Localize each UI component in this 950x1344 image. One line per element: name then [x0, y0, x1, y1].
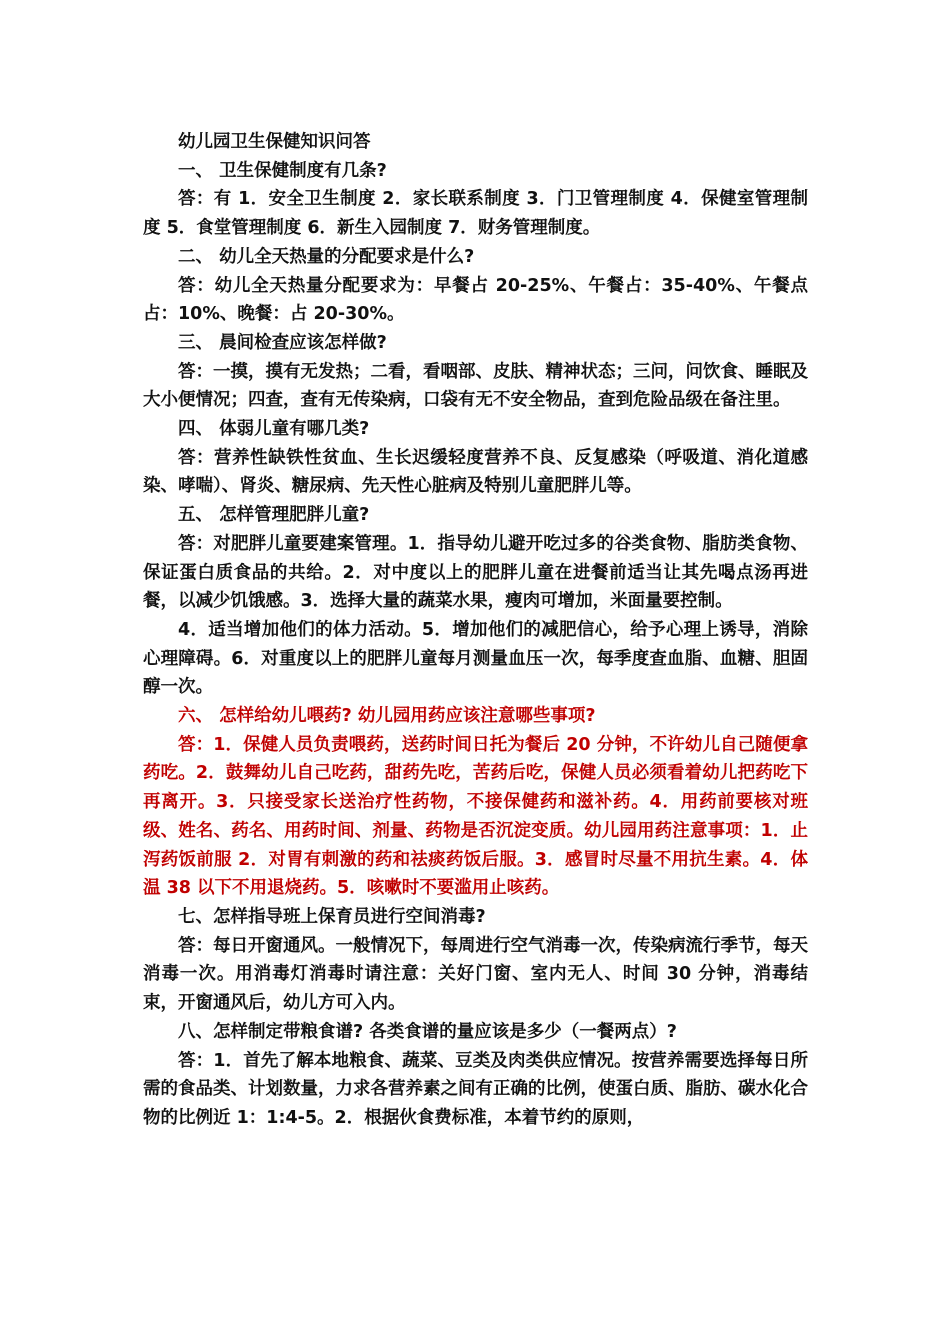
answer-2: 答：幼儿全天热量分配要求为：早餐占 20-25%、午餐占：35-40%、午餐点占：10%、晚餐：占 20-30%。 [143, 275, 808, 325]
question-6-highlighted: 六、 怎样给幼儿喂药? 幼儿园用药应该注意哪些事项? [178, 706, 596, 727]
answer-3: 答：一摸，摸有无发热；二看，看咽部、皮肤、精神状态；三问，问饮食、睡眠及大小便情况；四查，查有无传染病，口袋有无不安全物品，查到危险品级在备注里。 [143, 361, 808, 411]
question-5: 五、 怎样管理肥胖儿童? [178, 505, 370, 526]
answer-7: 答：每日开窗通风。一般情况下，每周进行空气消毒一次，传染病流行季节，每天消毒一次。用消毒灯消毒时请注意：关好门窗、室内无人、时间 30 分钟，消毒结束，开窗通风后，幼儿方可入内。 [143, 935, 808, 1014]
question-8: 八、怎样制定带粮食谱? 各类食谱的量应该是多少（一餐两点）? [178, 1021, 677, 1042]
answer-5-continued: 4．适当增加他们的体力活动。5．增加他们的减肥信心，给予心理上诱导，消除心理障碍。6．对重度以上的肥胖儿童每月测量血压一次，每季度查血脂、血糖、胆固醇一次。 [143, 619, 808, 698]
answer-6-highlighted: 答：1．保健人员负责喂药，送药时间日托为餐后 20 分钟，不许幼儿自己随便拿药吃。2．鼓舞幼儿自己吃药，甜药先吃，苦药后吃，保健人员必须看着幼儿把药吃下再离开。3．只接受家长送治疗性药物，不接保健药和滋补药。4．用药前要核对班级、姓名、药名、用药时间、剂量、药物是否沉淀变质。幼儿园用药注意事项：1．止泻药饭前服 2．对胃有刺激的药和祛痰药饭后服。3．感冒时尽量不用抗生素。4．体温 38 以下不用退烧药。5．咳嗽时不要滥用止咳药。 [143, 734, 808, 899]
document-title: 幼儿园卫生保健知识问答 [178, 132, 371, 152]
question-1: 一、 卫生保健制度有几条? [178, 160, 387, 181]
answer-1: 答：有 1．安全卫生制度 2．家长联系制度 3．门卫管理制度 4．保健室管理制度 5．食堂管理制度 6．新生入园制度 7．财务管理制度。 [143, 189, 808, 239]
question-3: 三、 晨间检查应该怎样做? [178, 332, 387, 353]
document-body [143, 128, 808, 1133]
question-2: 二、 幼儿全天热量的分配要求是什么? [178, 246, 475, 267]
answer-5: 答：对肥胖儿童要建案管理。1．指导幼儿避开吃过多的谷类食物、脂肪类食物、保证蛋白质食品的共给。2．对中度以上的肥胖儿童在进餐前适当让其先喝点汤再进餐，以减少饥饿感。3．选择大量的蔬菜水果，瘦肉可增加，米面量要控制。 [143, 533, 808, 612]
question-7: 七、怎样指导班上保育员进行空间消毒? [178, 906, 486, 927]
question-4: 四、 体弱儿童有哪几类? [178, 419, 370, 440]
answer-4: 答：营养性缺铁性贫血、生长迟缓轻度营养不良、反复感染（呼吸道、消化道感染、哮喘）、肾炎、糖尿病、先天性心脏病及特别儿童肥胖儿等。 [143, 447, 808, 497]
answer-8: 答：1．首先了解本地粮食、蔬菜、豆类及肉类供应情况。按营养需要选择每日所需的食品类、计划数量，力求各营养素之间有正确的比例，使蛋白质、脂肪、碳水化合物的比例近 1：1:4-5。2．根据伙食费标准，本着节约的原则， [143, 1050, 808, 1128]
